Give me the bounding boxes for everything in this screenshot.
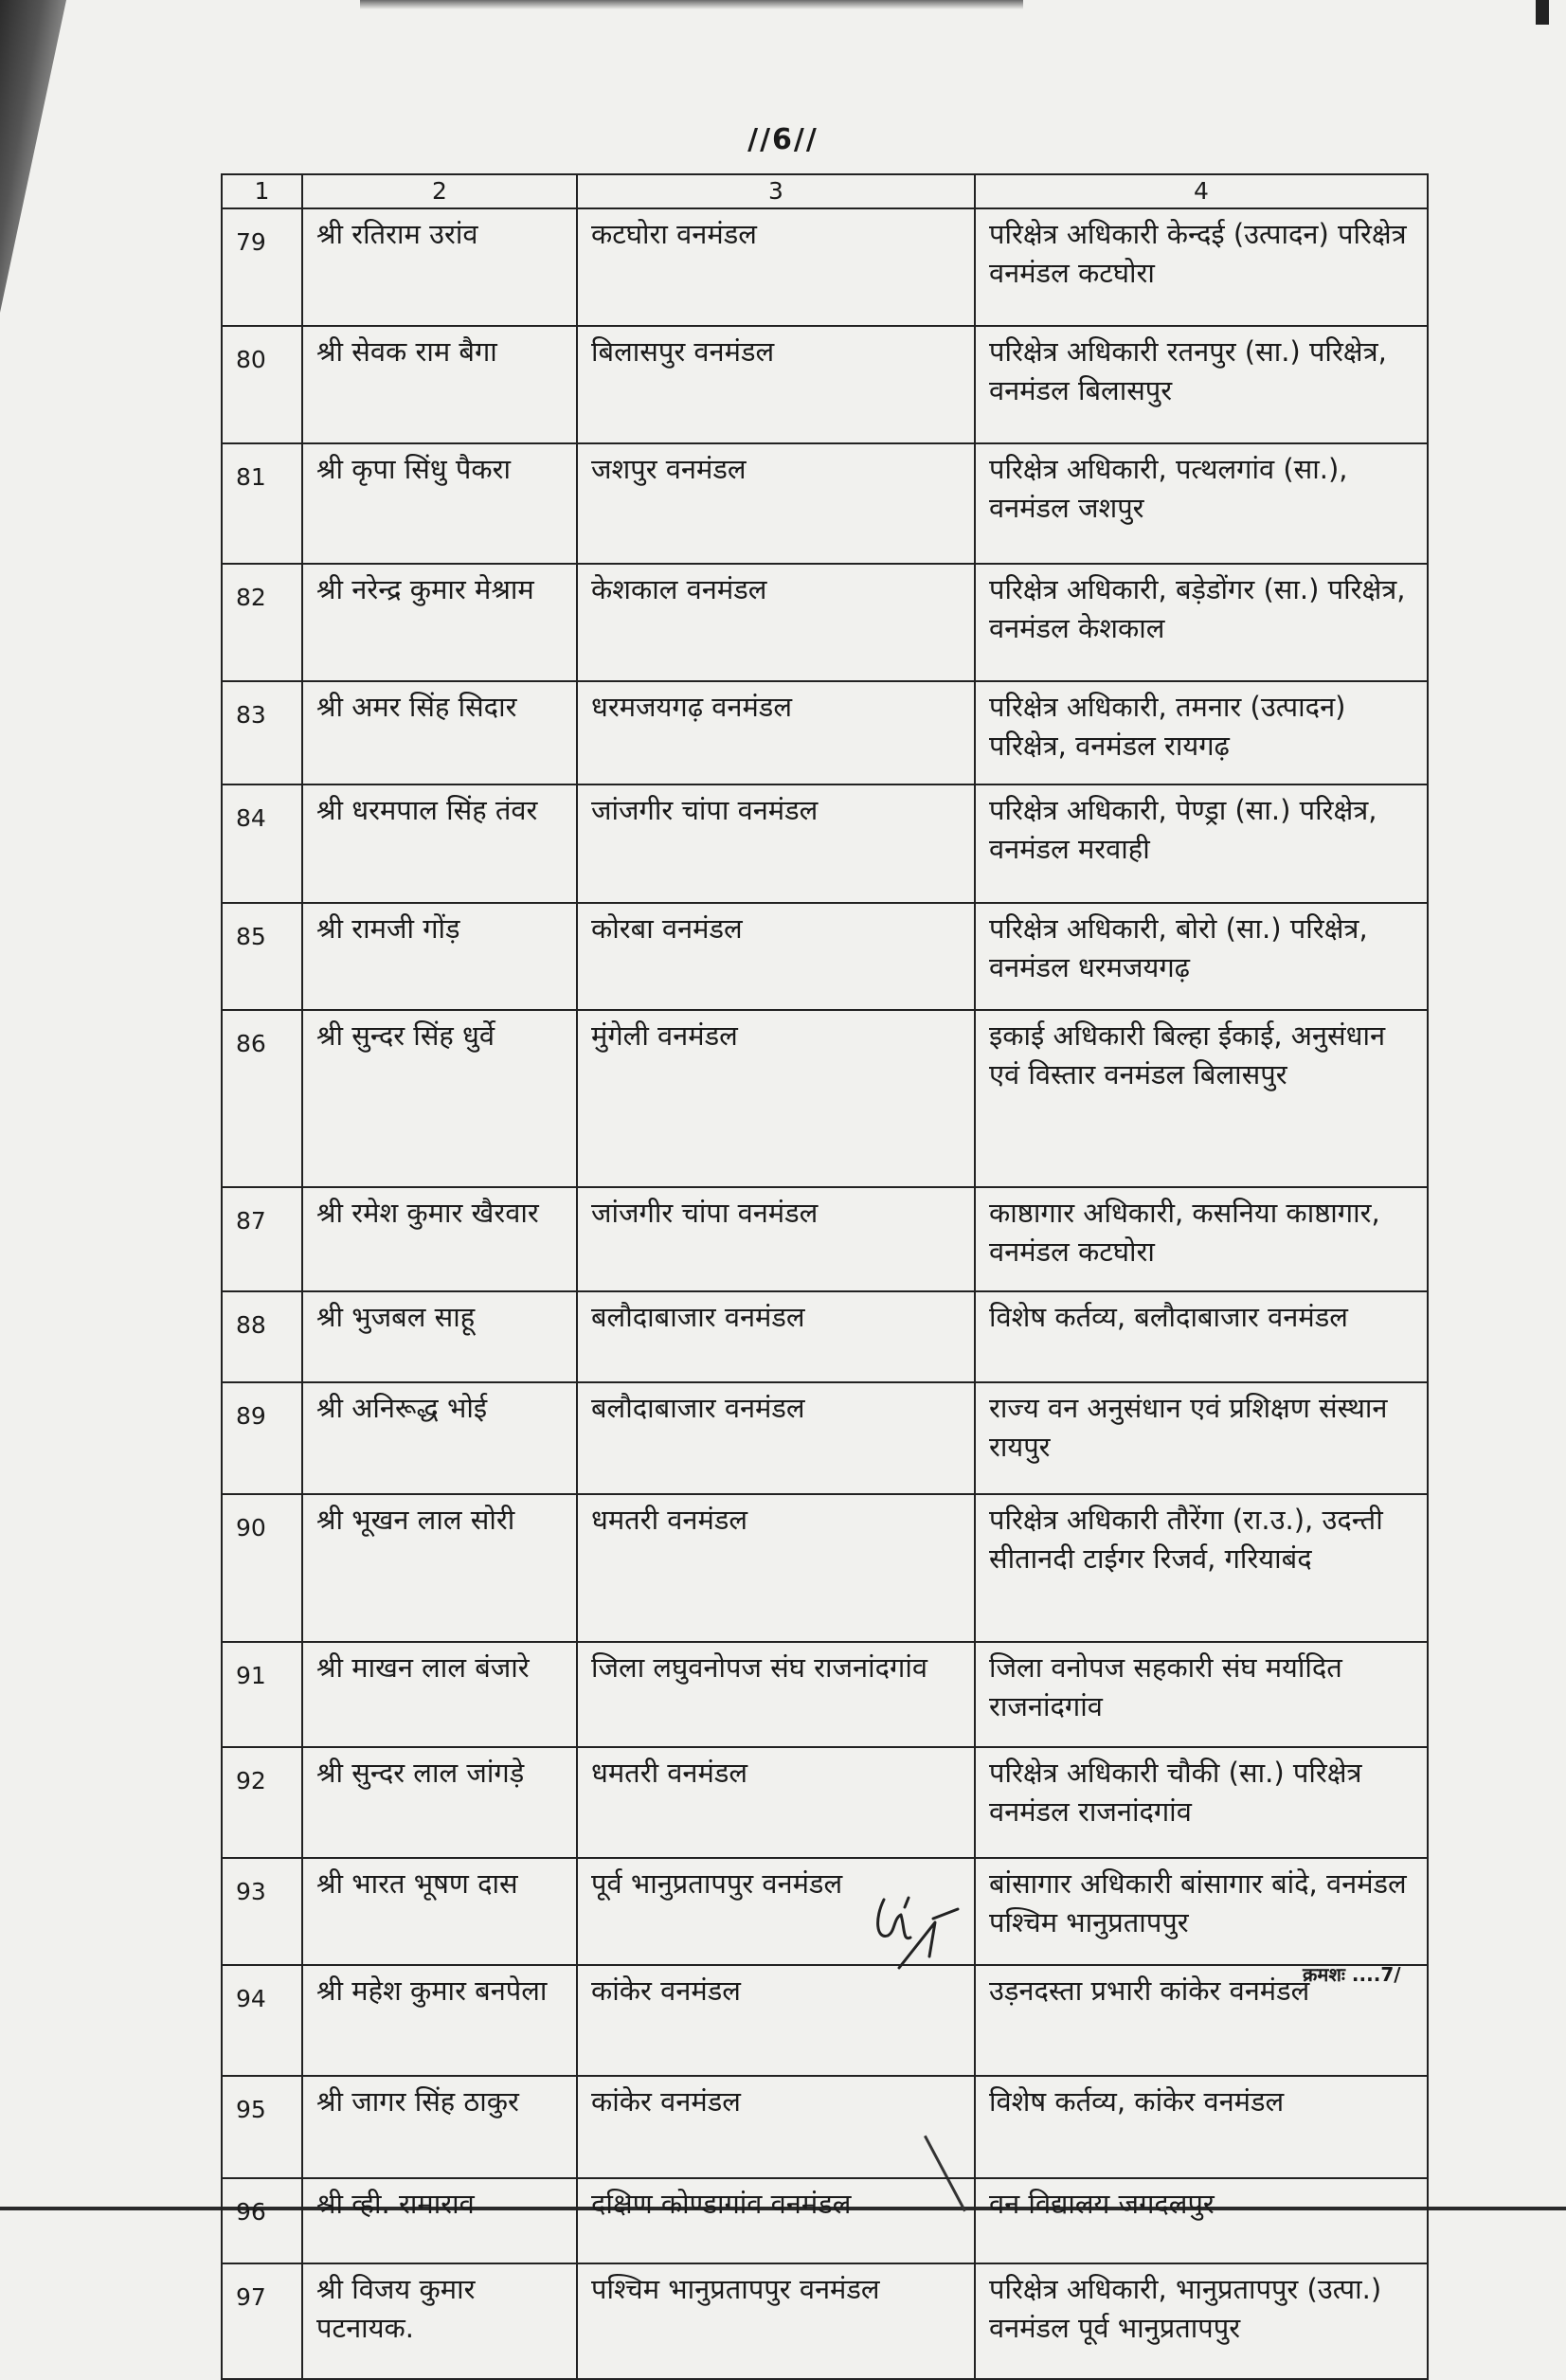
new-posting-cell: बांसागार अधिकारी बांसागार बांदे, वनमंडल पश्चिम भानुप्रतापपुर [975,1858,1428,1965]
serial-number-cell: 90 [222,1494,302,1642]
new-posting-cell: परिक्षेत्र अधिकारी चौकी (सा.) परिक्षेत्र वनमंडल राजनांदगांव [975,1747,1428,1858]
officer-name-cell: श्री अनिरूद्ध भोई [302,1382,577,1494]
new-posting-cell: परिक्षेत्र अधिकारी केन्दई (उत्पादन) परिक्षेत्र वनमंडल कटघोरा [975,208,1428,326]
officer-name-cell: श्री विजय कुमार पटनायक. [302,2263,577,2379]
table-body [222,208,1428,2379]
table-row [222,784,1428,903]
serial-number-cell: 82 [222,564,302,681]
serial-number-cell: 79 [222,208,302,326]
new-posting-cell: परिक्षेत्र अधिकारी, पेण्ड्रा (सा.) परिक्षेत्र, वनमंडल मरवाही [975,784,1428,903]
current-posting-cell: धमतरी वनमंडल [577,1747,975,1858]
new-posting-cell: विशेष कर्तव्य, बलौदाबाजार वनमंडल [975,1291,1428,1382]
serial-number-cell: 86 [222,1010,302,1187]
table-row [222,1291,1428,1382]
current-posting-cell: धमतरी वनमंडल [577,1494,975,1642]
table-row [222,1965,1428,2076]
serial-number-cell: 95 [222,2076,302,2178]
table-row [222,1642,1428,1747]
page-number: //6// [747,123,819,156]
current-posting-cell: कांकेर वनमंडल [577,2076,975,2178]
serial-number-cell: 80 [222,326,302,443]
table-row [222,1187,1428,1291]
column-header-3: 3 [577,174,975,208]
table-row [222,2076,1428,2178]
officer-name-cell: श्री सुन्दर सिंह धुर्वे [302,1010,577,1187]
current-posting-cell: कोरबा वनमंडल [577,903,975,1010]
new-posting-cell: उड़नदस्ता प्रभारी कांकेर वनमंडल [975,1965,1428,2076]
table-row [222,1494,1428,1642]
table-row [222,1858,1428,1965]
new-posting-cell: परिक्षेत्र अधिकारी, पत्थलगांव (सा.), वनमंडल जशपुर [975,443,1428,564]
current-posting-cell: पूर्व भानुप्रतापपुर वनमंडल [577,1858,975,1965]
current-posting-cell: कांकेर वनमंडल [577,1965,975,2076]
table-row [222,564,1428,681]
current-posting-cell: धरमजयगढ़ वनमंडल [577,681,975,784]
officer-name-cell: श्री रमेश कुमार खैरवार [302,1187,577,1291]
officer-name-cell: श्री भुजबल साहू [302,1291,577,1382]
officer-name-cell: श्री रामजी गोंड़ [302,903,577,1010]
serial-number-cell: 94 [222,1965,302,2076]
serial-number-cell: 81 [222,443,302,564]
current-posting-cell: जशपुर वनमंडल [577,443,975,564]
new-posting-cell: जिला वनोपज सहकारी संघ मर्यादित राजनांदगांव [975,1642,1428,1747]
serial-number-cell: 91 [222,1642,302,1747]
signature-mark [867,1881,971,1985]
serial-number-cell: 85 [222,903,302,1010]
serial-number-cell: 97 [222,2263,302,2379]
current-posting-cell: बलौदाबाजार वनमंडल [577,1291,975,1382]
transfer-table [221,173,1429,2380]
serial-number-cell: 87 [222,1187,302,1291]
current-posting-cell: केशकाल वनमंडल [577,564,975,681]
table-row [222,1747,1428,1858]
table-header-row [222,174,1428,208]
serial-number-cell: 88 [222,1291,302,1382]
serial-number-cell: 92 [222,1747,302,1858]
current-posting-cell: पश्चिम भानुप्रतापपुर वनमंडल [577,2263,975,2379]
officer-name-cell: श्री भूखन लाल सोरी [302,1494,577,1642]
table-row [222,326,1428,443]
current-posting-cell: कटघोरा वनमंडल [577,208,975,326]
current-posting-cell: बलौदाबाजार वनमंडल [577,1382,975,1494]
current-posting-cell: जांजगीर चांपा वनमंडल [577,784,975,903]
current-posting-cell: बिलासपुर वनमंडल [577,326,975,443]
scan-shadow-top [360,0,1023,9]
officer-name-cell: श्री भारत भूषण दास [302,1858,577,1965]
officer-name-cell: श्री नरेन्द्र कुमार मेश्राम [302,564,577,681]
new-posting-cell: विशेष कर्तव्य, कांकेर वनमंडल [975,2076,1428,2178]
new-posting-cell: परिक्षेत्र अधिकारी, भानुप्रतापपुर (उत्पा.) वनमंडल पूर्व भानुप्रतापपुर [975,2263,1428,2379]
current-posting-cell: जांजगीर चांपा वनमंडल [577,1187,975,1291]
table-row [222,443,1428,564]
current-posting-cell: मुंगेली वनमंडल [577,1010,975,1187]
new-posting-cell: राज्य वन अनुसंधान एवं प्रशिक्षण संस्थान रायपुर [975,1382,1428,1494]
serial-number-cell: 96 [222,2178,302,2263]
serial-number-cell: 84 [222,784,302,903]
officer-name-cell: श्री सुन्दर लाल जांगड़े [302,1747,577,1858]
new-posting-cell: परिक्षेत्र अधिकारी, बोरो (सा.) परिक्षेत्र, वनमंडल धरमजयगढ़ [975,903,1428,1010]
officer-name-cell: श्री व्ही. रामाराव [302,2178,577,2263]
column-header-4: 4 [975,174,1428,208]
scan-edge-mark [1536,0,1549,25]
officer-name-cell: श्री महेश कुमार बनपेला [302,1965,577,2076]
new-posting-cell: परिक्षेत्र अधिकारी, तमनार (उत्पादन) परिक्षेत्र, वनमंडल रायगढ़ [975,681,1428,784]
table-row [222,2263,1428,2379]
serial-number-cell: 83 [222,681,302,784]
table-row [222,1382,1428,1494]
officer-name-cell: श्री सेवक राम बैगा [302,326,577,443]
table-row [222,903,1428,1010]
new-posting-cell: परिक्षेत्र अधिकारी तौरेंगा (रा.उ.), उदन्ती सीतानदी टाईगर रिजर्व, गरियाबंद [975,1494,1428,1642]
table-row [222,681,1428,784]
table-row [222,1010,1428,1187]
new-posting-cell: काष्ठागार अधिकारी, कसनिया काष्ठागार, वनमंडल कटघोरा [975,1187,1428,1291]
new-posting-cell: परिक्षेत्र अधिकारी रतनपुर (सा.) परिक्षेत्र, वनमंडल बिलासपुर [975,326,1428,443]
serial-number-cell: 93 [222,1858,302,1965]
current-posting-cell: जिला लघुवनोपज संघ राजनांदगांव [577,1642,975,1747]
new-posting-cell: इकाई अधिकारी बिल्हा ईकाई, अनुसंधान एवं विस्तार वनमंडल बिलासपुर [975,1010,1428,1187]
new-posting-cell: वन विद्यालय जगदलपुर [975,2178,1428,2263]
current-posting-cell: दक्षिण कोण्डागांव वनमंडल [577,2178,975,2263]
officer-name-cell: श्री रतिराम उरांव [302,208,577,326]
column-header-1: 1 [222,174,302,208]
officer-name-cell: श्री अमर सिंह सिदार [302,681,577,784]
officer-name-cell: श्री कृपा सिंधु पैकरा [302,443,577,564]
officer-name-cell: श्री जागर सिंह ठाकुर [302,2076,577,2178]
column-header-2: 2 [302,174,577,208]
officer-name-cell: श्री माखन लाल बंजारे [302,1642,577,1747]
table-row [222,208,1428,326]
scan-shadow-left [0,0,66,313]
table-row [222,2178,1428,2263]
new-posting-cell: परिक्षेत्र अधिकारी, बड़ेडोंगर (सा.) परिक्षेत्र, वनमंडल केशकाल [975,564,1428,681]
officer-name-cell: श्री धरमपाल सिंह तंवर [302,784,577,903]
serial-number-cell: 89 [222,1382,302,1494]
continuation-note: क्रमशः ....7/ [1303,1963,1401,1986]
